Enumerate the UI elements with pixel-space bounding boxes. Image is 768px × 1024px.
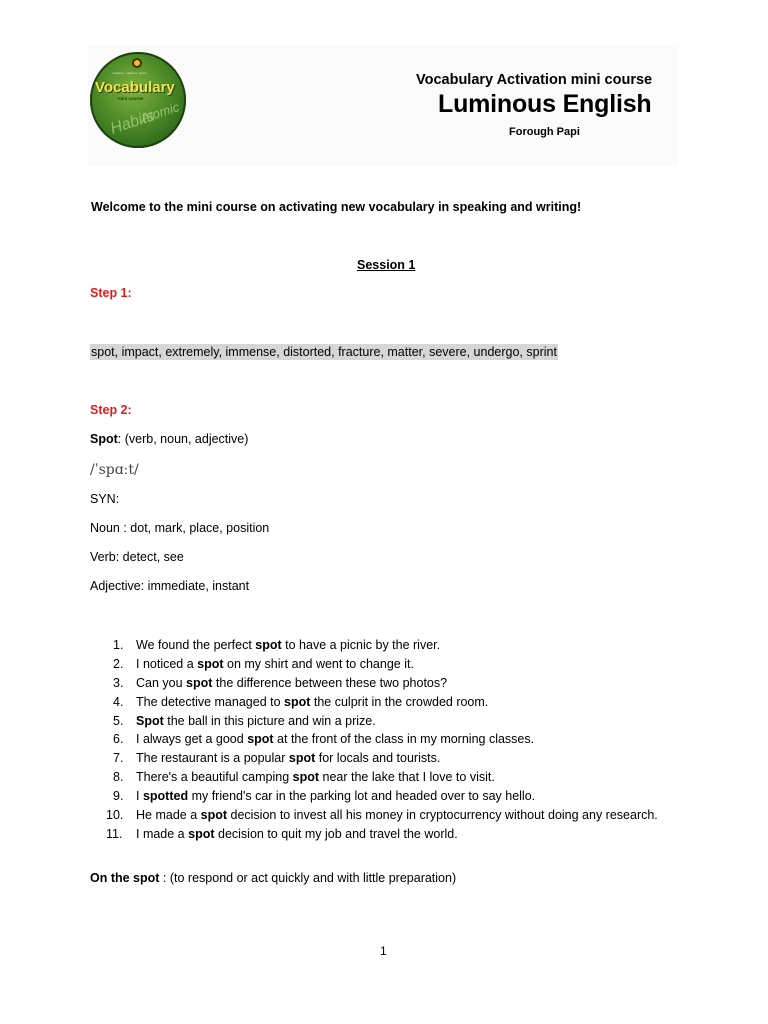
phrase-definition: : (to respond or act quickly and with little preparation) xyxy=(159,871,457,885)
adjective-synonyms: Adjective: immediate, instant xyxy=(90,579,250,593)
brand-title: Luminous English xyxy=(438,90,652,118)
step-1-label: Step 1: xyxy=(90,286,132,300)
list-item: 9. I spotted my friend's car in the parking lot and headed over to say hello. xyxy=(113,789,536,804)
list-item: 8. There's a beautiful camping spot near the lake that I love to visit. xyxy=(113,770,495,785)
entry-ipa: /ˈspɑːt/ xyxy=(90,462,139,478)
list-item: 6. I always get a good spot at the front of the class in my morning classes. xyxy=(113,732,535,747)
logo-overlay-word-1: Atomic xyxy=(138,99,182,126)
on-the-spot-definition xyxy=(90,871,456,885)
example-sentences-list xyxy=(91,636,731,844)
welcome-text: Welcome to the mini course on activating new vocabulary in speaking and writing! xyxy=(91,200,582,214)
entry-colon: : xyxy=(117,432,122,446)
session-heading: Session 1 xyxy=(357,258,416,272)
word-list: spot, impact, extremely, immense, distorted, fracture, matter, severe, undergo, sprint xyxy=(91,345,557,359)
list-item: 4. The detective managed to spot the culprit in the crowded room. xyxy=(113,694,489,709)
verb-synonyms: Verb: detect, see xyxy=(90,550,184,564)
phrase-on-the-spot: On the spot xyxy=(90,871,160,885)
noun-synonyms: Noun : dot, mark, place, position xyxy=(90,521,270,535)
list-item: 2. I noticed a spot on my shirt and went to change it. xyxy=(113,656,414,671)
list-item: 11. I made a spot decision to quit my job and travel the world. xyxy=(106,826,458,841)
logo-overlay-word-2: Habits xyxy=(108,107,157,138)
logo-subtitle: mini course xyxy=(118,96,144,101)
entry-pos: (verb, noun, adjective) xyxy=(121,432,249,446)
list-item: 5. Spot the ball in this picture and win a prize. xyxy=(113,713,376,728)
list-item: 10. He made a spot decision to invest all his money in cryptocurrency without doing any research. xyxy=(106,808,658,823)
sunflower-logo-icon xyxy=(132,58,142,68)
list-item: 3. Can you spot the difference between these two photos? xyxy=(113,675,448,690)
list-item: 1. We found the perfect spot to have a picnic by the river. xyxy=(113,638,441,652)
entry-word: Spot xyxy=(90,432,118,446)
course-title: Vocabulary Activation mini course xyxy=(416,72,653,88)
page-number: 1 xyxy=(380,944,387,958)
logo-tagline: imagine, explore, grow xyxy=(112,71,147,75)
syn-label: SYN: xyxy=(90,492,120,506)
entry-heading xyxy=(90,432,248,446)
list-item: 7. The restaurant is a popular spot for locals and tourists. xyxy=(113,751,441,766)
step-2-label: Step 2: xyxy=(90,403,132,417)
logo-word: Vocabulary xyxy=(95,79,175,96)
author-name: Forough Papi xyxy=(509,126,580,138)
vocabulary-logo xyxy=(90,52,186,148)
